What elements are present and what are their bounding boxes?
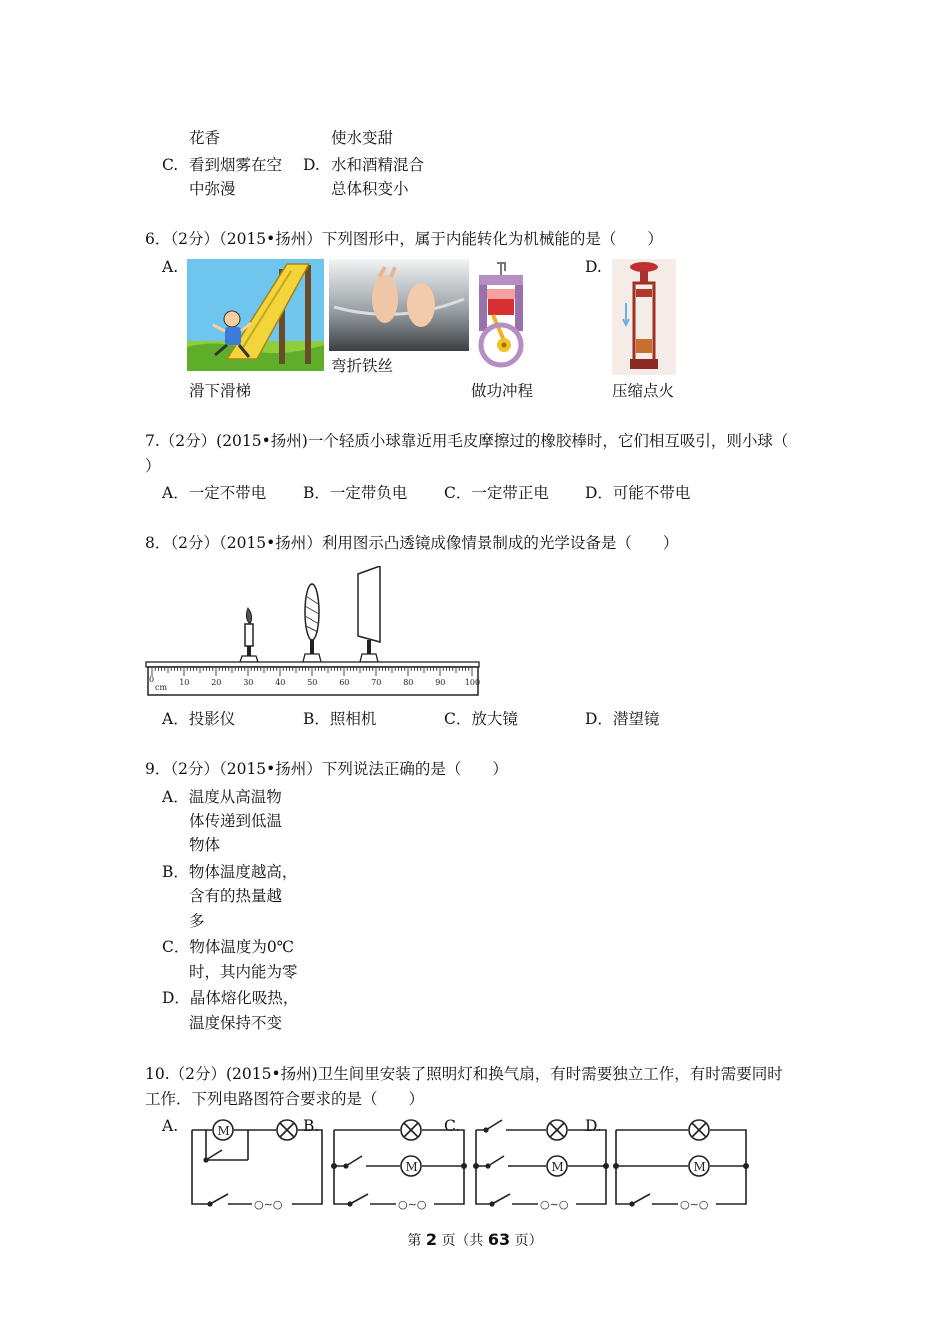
q10-option-d-label: D.	[585, 1117, 602, 1135]
q6-stem: 6．（2分）（2015•扬州）下列图形中，属于内能转化为机械能的是（ ）	[145, 230, 663, 248]
q10-option-a-label: A.	[162, 1117, 179, 1135]
q9-option-c-line2: 时，其内能为零	[189, 963, 298, 981]
q5-option-d-label: D.	[303, 156, 320, 174]
q6-option-d-caption: 压缩点火	[612, 382, 675, 400]
q8-option-c: C．放大镜	[444, 710, 518, 728]
q8-stem: 8．（2分）（2015•扬州）利用图示凸透镜成像情景制成的光学设备是（ ）	[145, 534, 679, 552]
ruler-tick-label: 70	[371, 678, 382, 687]
q7-option-d: D．可能不带电	[585, 484, 691, 502]
q5-option-d-line2: 总体积变小	[331, 180, 409, 198]
motor-symbol: M	[551, 1160, 564, 1174]
q8-ruler-unit: cm	[155, 683, 168, 692]
q8-optical-bench-diagram	[144, 566, 484, 700]
q9-option-b-line3: 多	[189, 912, 205, 930]
ruler-tick-label: 50	[307, 678, 318, 687]
footer-pre: 第	[407, 1233, 422, 1249]
ruler-tick-label: 20	[211, 678, 222, 687]
q6-option-c-caption: 做功冲程	[471, 382, 534, 400]
ruler-tick-label: 0	[149, 675, 155, 684]
power-plug-icon: ○∼○	[540, 1198, 569, 1211]
q9-option-a-line1: A．温度从高温物	[162, 788, 282, 806]
q9-option-d-line2: 温度保持不变	[189, 1014, 283, 1032]
q6-option-a-label: A.	[162, 258, 179, 276]
q6-slide-picture	[187, 259, 324, 371]
footer-post: 页）	[514, 1233, 543, 1249]
footer-page-number: 2	[425, 1230, 437, 1249]
q10-circuit-d	[612, 1116, 752, 1212]
q6-compression-ignition-picture	[612, 259, 676, 375]
q7-option-a: A．一定不带电	[162, 484, 267, 502]
q9-option-a-line3: 物体	[189, 836, 221, 854]
ruler-tick-label: 10	[179, 678, 190, 687]
q6-option-a-caption: 滑下滑梯	[189, 382, 252, 400]
q10-option-c-label: C.	[444, 1117, 461, 1135]
q6-bending-wire-picture	[329, 259, 469, 351]
q8-option-d: D．潜望镜	[585, 710, 660, 728]
ruler-tick-label: 90	[435, 678, 446, 687]
page-footer	[0, 1230, 950, 1250]
q10-stem-line2: 工作．下列电路图符合要求的是（ ）	[145, 1090, 425, 1108]
q9-option-a-line2: 体传递到低温	[189, 812, 283, 830]
power-plug-icon: ○∼○	[680, 1198, 709, 1211]
ruler-tick-label: 80	[403, 678, 414, 687]
q5-option-c-line1: 看到烟雾在空	[189, 156, 283, 174]
q9-option-c-line1: C．物体温度为0℃	[162, 938, 295, 956]
q9-option-b-line2: 含有的热量越	[189, 887, 283, 905]
q7-stem-line1: 7.（2分）(2015•扬州)一个轻质小球靠近用毛皮摩擦过的橡胶棒时，它们相互吸引，则小球（	[145, 432, 789, 450]
q10-circuit-a	[188, 1116, 328, 1212]
q5-option-a-continuation: 花香	[189, 129, 221, 147]
footer-total-pages: 63	[487, 1230, 511, 1249]
power-plug-icon: ○∼○	[398, 1198, 427, 1211]
motor-symbol: M	[693, 1160, 706, 1174]
q9-option-b-line1: B．物体温度越高，	[162, 863, 298, 881]
q6-option-d-label: D.	[585, 258, 602, 276]
q10-option-b-label: B.	[303, 1117, 320, 1135]
q7-stem-line2: ）	[145, 457, 161, 475]
q6-option-b-caption: 弯折铁丝	[331, 357, 394, 375]
q8-option-a: A．投影仪	[162, 710, 236, 728]
q10-stem-line1: 10.（2分）(2015•扬州)卫生间里安装了照明灯和换气扇，有时需要独立工作，有时需要同时	[145, 1065, 783, 1083]
q10-circuit-c	[472, 1116, 612, 1212]
motor-symbol: M	[217, 1124, 230, 1138]
q9-stem: 9．（2分）（2015•扬州）下列说法正确的是（ ）	[145, 760, 508, 778]
ruler-tick-label: 100	[464, 678, 481, 687]
q7-option-c: C．一定带正电	[444, 484, 549, 502]
ruler-tick-label: 40	[275, 678, 286, 687]
q5-option-c-label: C.	[162, 156, 179, 174]
motor-symbol: M	[405, 1160, 418, 1174]
ruler-tick-label: 30	[243, 678, 254, 687]
q7-option-b: B．一定带负电	[303, 484, 408, 502]
footer-mid: 页（共	[441, 1233, 484, 1249]
q5-option-d-line1: 水和酒精混合	[331, 156, 425, 174]
power-plug-icon: ○∼○	[254, 1198, 283, 1211]
ruler-tick-label: 60	[339, 678, 350, 687]
q8-option-b: B．照相机	[303, 710, 377, 728]
q9-option-d-line1: D．晶体熔化吸热，	[162, 989, 299, 1007]
q10-circuit-b	[330, 1116, 470, 1212]
q6-engine-stroke-diagram	[471, 261, 531, 369]
q5-option-b-continuation: 使水变甜	[331, 129, 394, 147]
q5-option-c-line2: 中弥漫	[189, 180, 236, 198]
